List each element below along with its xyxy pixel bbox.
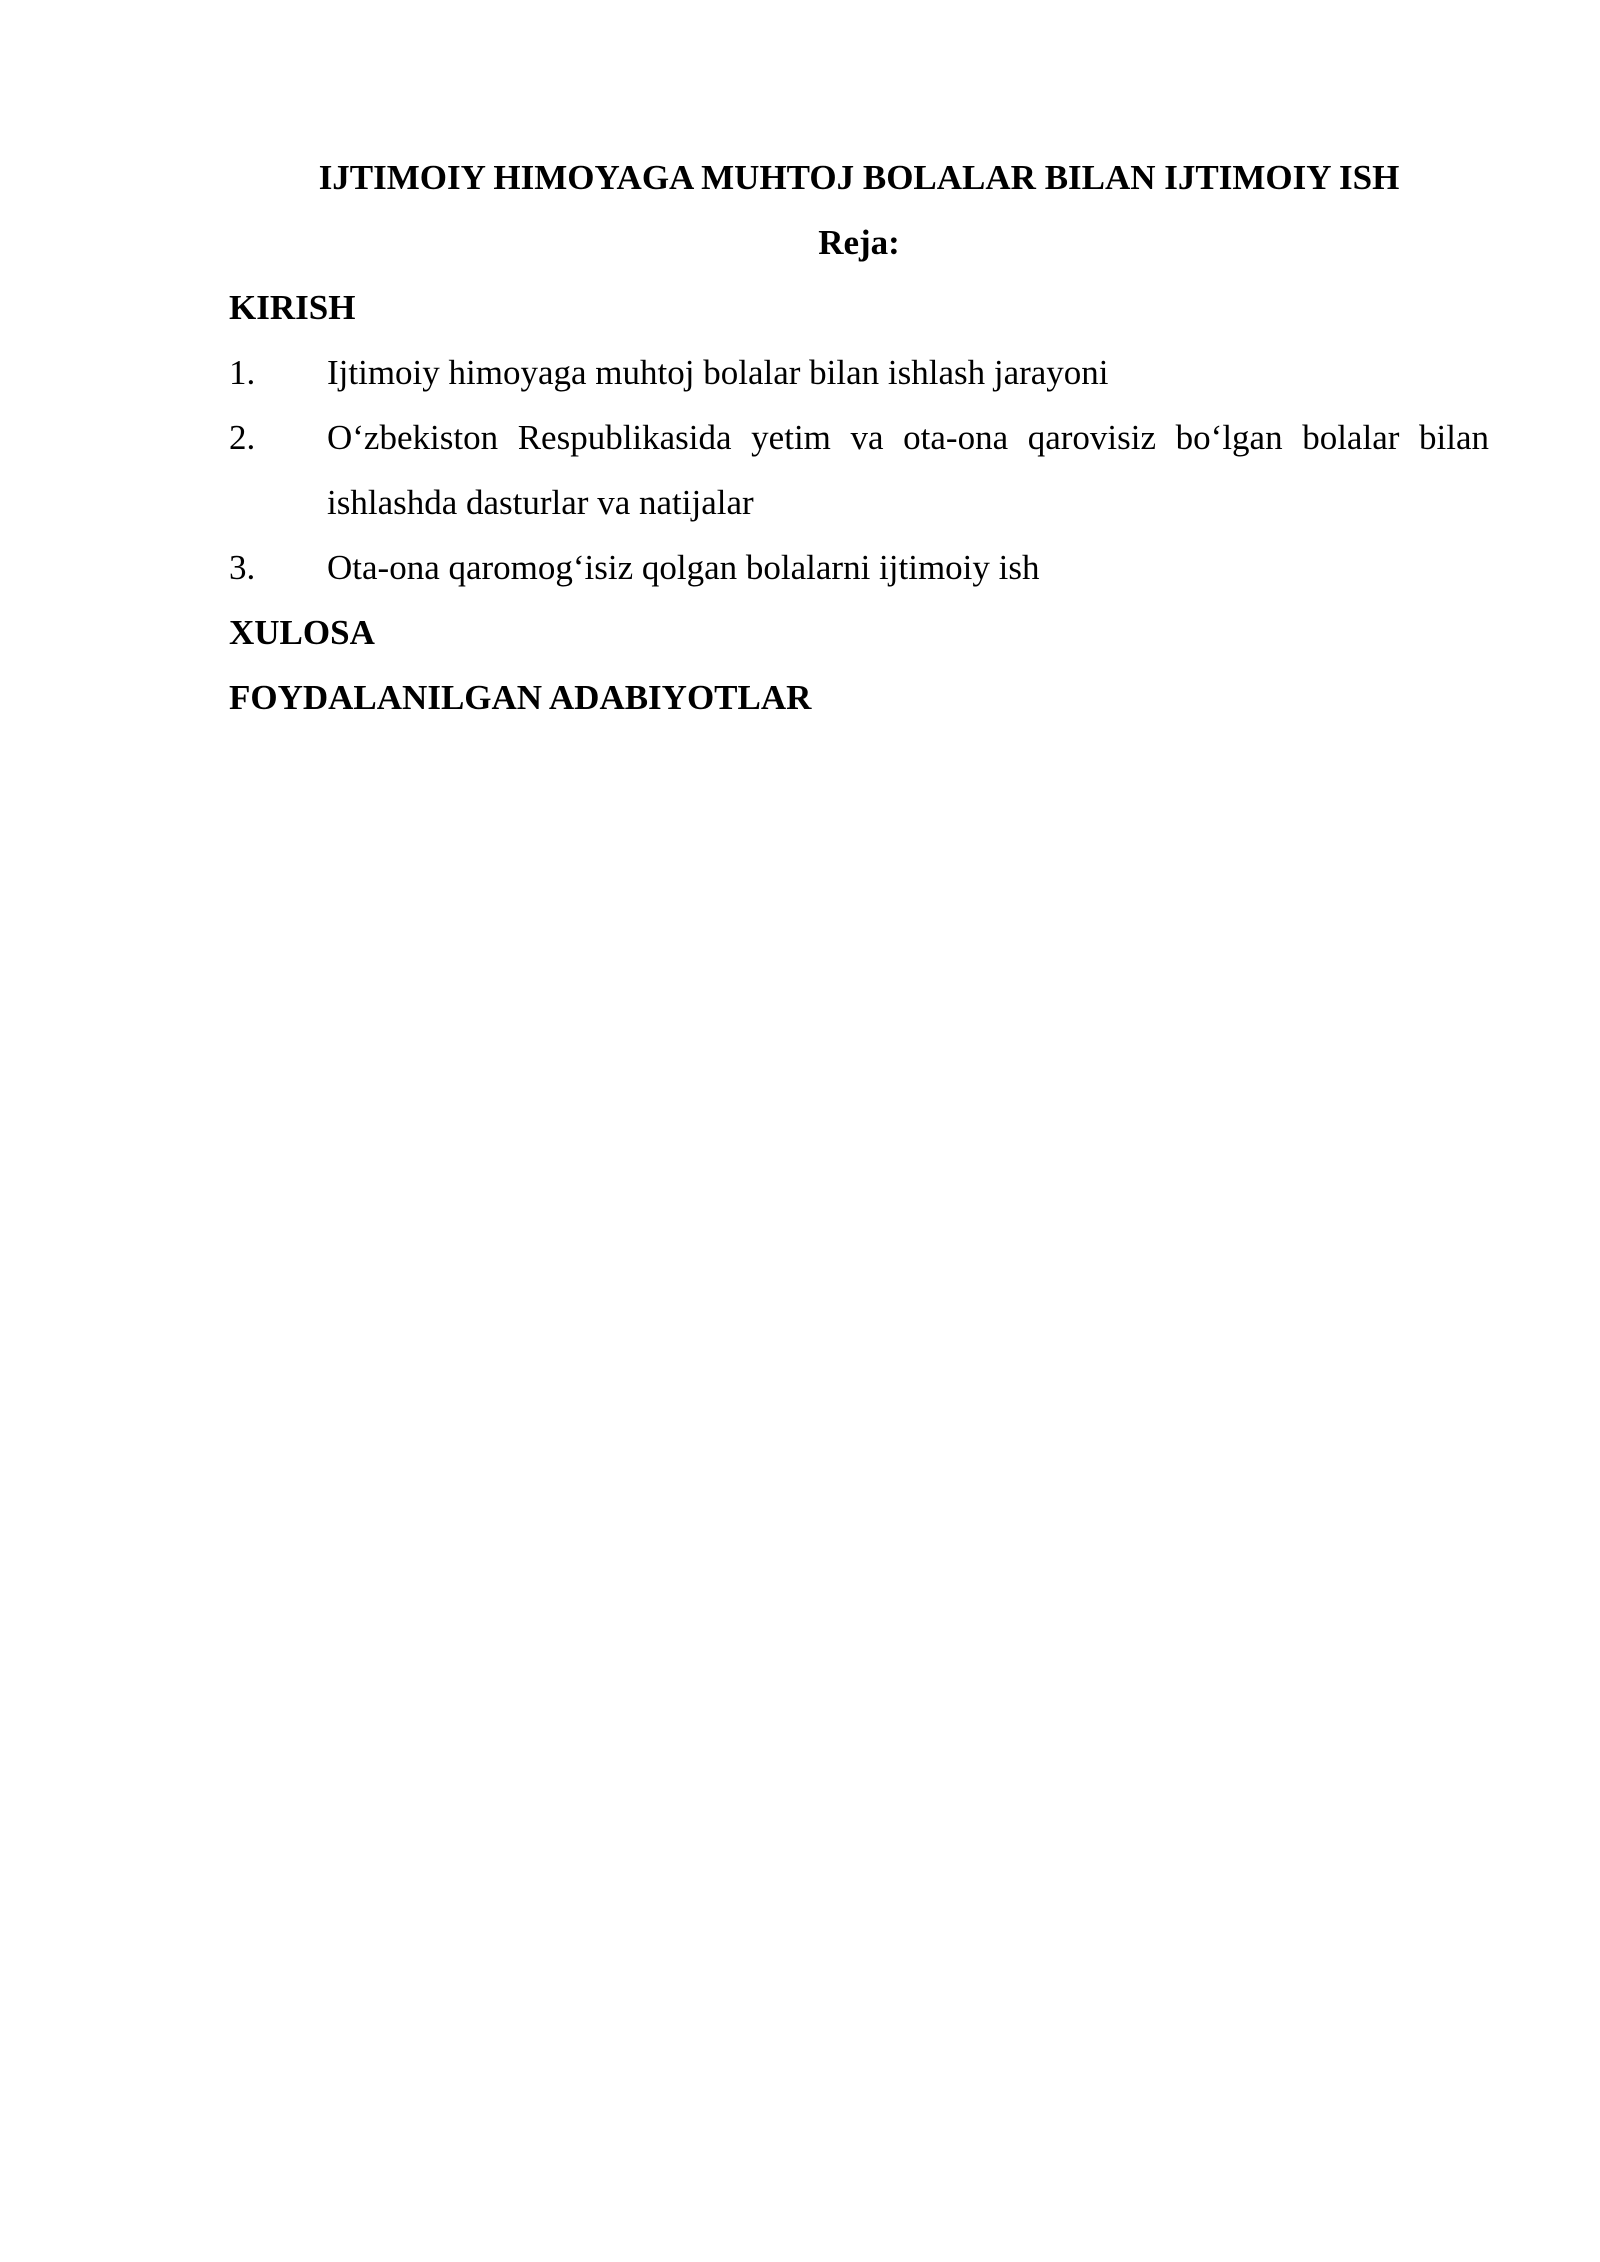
plan-list xyxy=(229,340,1489,600)
intro-heading: KIRISH xyxy=(229,288,356,327)
plan-item-number: 2. xyxy=(229,418,256,457)
plan-item-number: 3. xyxy=(229,548,256,587)
conclusion-heading: XULOSA xyxy=(229,613,375,652)
references-heading: FOYDALANILGAN ADABIYOTLAR xyxy=(229,678,812,717)
plan-item-number: 1. xyxy=(229,353,256,392)
plan-item-text: O‘zbekiston Respublikasida yetim va ota-ona qarovisiz bo‘lgan bolalar bilan ishlashda dasturlar va natijalar xyxy=(327,418,1489,522)
plan-item-1 xyxy=(229,340,1489,405)
plan-item-text: Ijtimoiy himoyaga muhtoj bolalar bilan ishlash jarayoni xyxy=(327,353,1109,392)
document-title: IJTIMOIY HIMOYAGA MUHTOJ BOLALAR BILAN IJTIMOIY ISH xyxy=(318,158,1400,197)
document-content xyxy=(229,145,1489,730)
plan-item-3 xyxy=(229,535,1489,600)
plan-item-2 xyxy=(229,405,1489,535)
plan-heading: Reja: xyxy=(818,223,900,262)
plan-item-text: Ota-ona qaromog‘isiz qolgan bolalarni ijtimoiy ish xyxy=(327,548,1040,587)
